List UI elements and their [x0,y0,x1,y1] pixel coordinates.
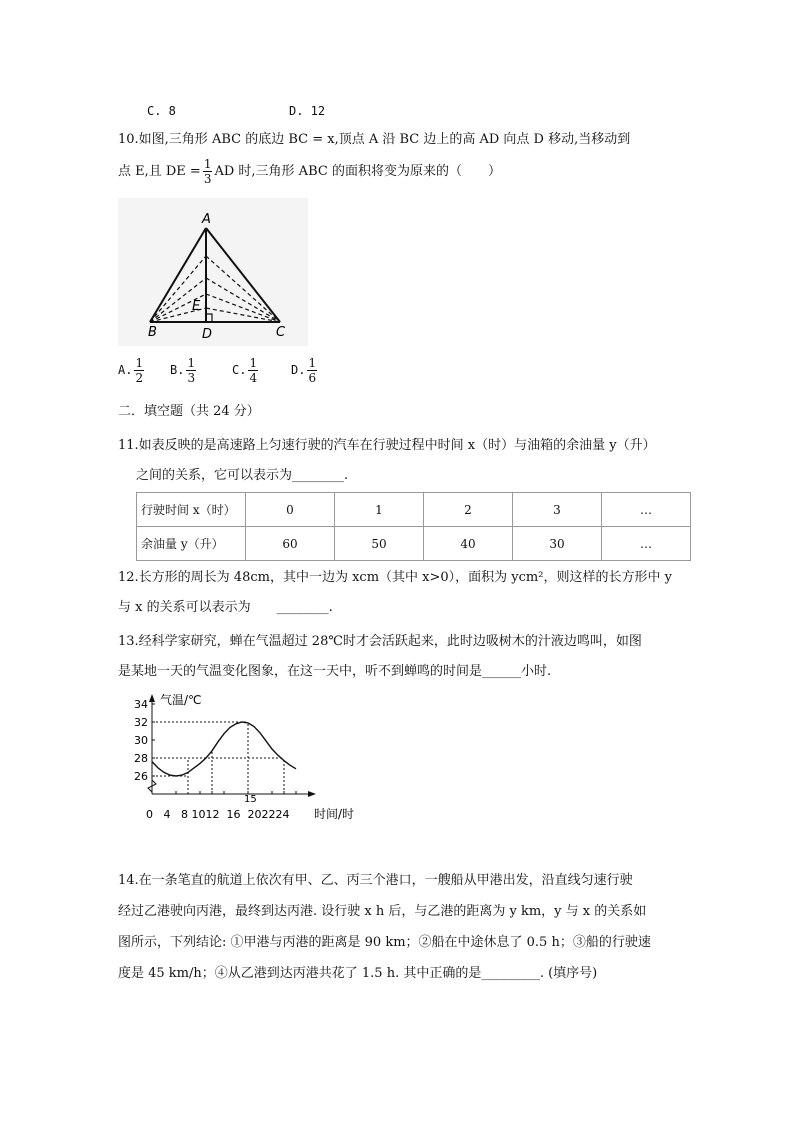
label-b: B [148,325,157,340]
table-cell: 1 [335,493,424,527]
table-cell: … [602,493,691,527]
y-tick-label: 30 [134,734,148,747]
option-c: C. 8 [147,104,176,118]
q14-line4: 度是 45 km/h；④从乙港到达丙港共花了 1.5 h. 其中正确的是_________. (填序号) [118,966,598,981]
label-c: C [276,325,286,340]
y-axis-label: 气温/℃ [160,693,202,707]
x-axis-label: 时间/时 [314,807,355,821]
table-header-time: 行驶时间 x（时） [137,493,246,527]
section-title: 二．填空题（共 24 分） [118,404,260,419]
q12-line2: 与 x 的关系可以表示为 ________. [118,600,333,615]
table-row [137,527,691,561]
chart-layer [134,694,316,797]
q10-line1: 10.如图,三角形 ABC 的底边 BC = x,顶点 A 沿 BC 边上的高 AD 向点 D 移动,当移动到 [118,132,631,147]
table-row [137,493,691,527]
table-cell: 30 [513,527,602,561]
q10-option-c: C. $\frac{1}{4}$ [232,356,258,385]
chart-annotation: 15 [244,794,257,805]
q10-option-a: A. $\frac{1}{2}$ [118,356,144,385]
q10-option-b: B. $\frac{1}{3}$ [170,356,196,385]
temperature-chart [134,690,374,826]
q12-line1: 12.长方形的周长为 48cm，其中一边为 xcm（其中 x>0），面积为 ycm²，则这样的长方形中 y [118,570,672,585]
q14-line2: 经过乙港驶向丙港，最终到达丙港. 设行驶 x h 后，与乙港的距离为 y km，y 与 x 的关系如 [118,904,647,919]
label-e: E [192,299,201,314]
q10-line2 [118,157,501,186]
q11-table [136,492,691,561]
q14-line3: 图所示，下列结论: ①甲港与丙港的距离是 90 km；②船在中途休息了 0.5 h；③船的行驶速 [118,935,651,950]
table-cell: 50 [335,527,424,561]
q11-line1: 11.如表反映的是高速路上匀速行驶的汽车在行驶过程中时间 x（时）与油箱的余油量 y（升） [118,438,656,453]
option-d: D. 12 [289,104,326,118]
table-cell: 2 [424,493,513,527]
q10-fraction: $\frac{1}{3}$ [203,157,212,186]
y-tick-label: 34 [134,698,148,711]
table-cell: 3 [513,493,602,527]
q13-line2: 是某地一天的气温变化图象，在这一天中，听不到蝉鸣的时间是______小时. [118,664,552,679]
q13-line1: 13.经科学家研究，蝉在气温超过 28℃时才会活跃起来，此时边吸树木的汁液边鸣叫，如图 [118,634,642,649]
q14-line1: 14.在一条笔直的航道上依次有甲、乙、丙三个港口，一艘船从甲港出发，沿直线匀速行驶 [118,873,633,888]
table-cell: … [602,527,691,561]
label-a: A [202,212,211,227]
y-tick-label: 28 [134,752,148,765]
q10-line2-pre: 点 E,且 DE = [118,164,201,179]
table-cell: 0 [246,493,335,527]
x-axis-arrow [308,791,316,797]
table-cell: 40 [424,527,513,561]
q10-line2-post: AD 时,三角形 ABC 的面积将变为原来的（ ） [214,164,501,179]
y-axis-arrow [149,694,155,702]
y-tick-label: 32 [134,716,148,729]
table-header-fuel: 余油量 y（升） [137,527,246,561]
label-d: D [202,327,213,342]
temperature-curve [152,722,296,776]
q10-option-d: D. $\frac{1}{6}$ [291,356,317,385]
triangle-figure [118,198,308,346]
y-tick-label: 26 [134,770,148,783]
x-tick-labels: 0 4 8 1012 16 202224 [146,808,290,821]
q11-line2: 之间的关系，它可以表示为________. [136,468,349,483]
table-cell: 60 [246,527,335,561]
